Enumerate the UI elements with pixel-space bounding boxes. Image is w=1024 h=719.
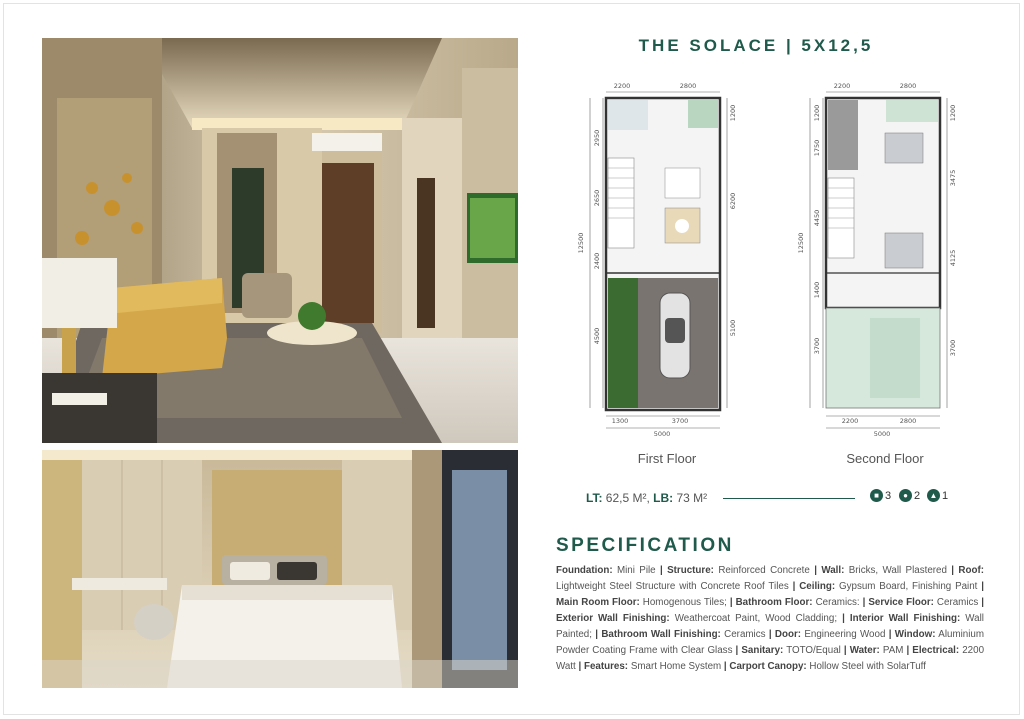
spec-key: Structure: [667,565,714,576]
dim-bottom-right: 2800 [899,417,917,425]
spec-separator: | [721,661,730,672]
dim-total: 5000 [873,430,891,438]
first-floor-caption: First Floor [637,451,697,466]
spec-separator: | [732,645,742,656]
carport-count [927,489,948,502]
spec-key: Service Floor: [868,597,934,608]
spec-key: Ceiling: [799,581,836,592]
spec-item [821,565,947,576]
spec-value: PAM [882,645,904,656]
spec-separator: | [837,613,850,624]
spec-item [741,645,840,656]
spec-key: Bathroom Floor: [735,597,813,608]
spec-key: Roof: [958,565,984,576]
spec-separator: | [885,629,895,640]
spec-key: Features: [583,661,629,672]
dim-left-total: 12500 [797,232,805,254]
spec-separator: | [840,645,850,656]
second-floor-caption: Second Floor [846,451,924,466]
spec-value: 2200 Watt [556,645,985,672]
spec-value: Aluminium Powder Coating Frame with Clear Glass [556,629,985,656]
spec-separator: | [903,645,913,656]
page-title: THE SOLACE | 5X12,5 [638,36,874,55]
spec-value: Engineering Wood [804,629,886,640]
spec-item [850,645,904,656]
spec-value: TOTO/Equal [786,645,841,656]
bathroom-count-value: 2 [914,489,921,502]
spec-item [799,581,977,592]
spec-key: Bathroom Wall Finishing: [601,629,721,640]
dim-left-2: 1750 [813,139,821,157]
dim-left-2: 2650 [593,189,601,207]
dim-top-left: 2200 [833,82,851,90]
dim-left-1: 2950 [593,129,601,147]
bedroom-count-value: 3 [885,489,892,502]
spec-value: Ceramics [936,597,979,608]
spec-item [868,597,978,608]
spec-item [736,597,860,608]
dim-total: 5000 [653,430,671,438]
spec-item [556,565,656,576]
dim-right-3: 5100 [729,319,737,337]
lt-label: LT: [586,491,603,505]
dim-top-right: 2800 [899,82,917,90]
bedroom-count [870,489,891,502]
dim-left-4: 4500 [593,327,601,345]
spec-key: Exterior Wall Finishing: [556,613,670,624]
dim-left-3: 4450 [813,209,821,227]
bedroom-photo [42,450,518,688]
spec-value: Ceramics: [815,597,860,608]
spec-item [601,629,765,640]
spec-value: Gypsum Board, Finishing Paint [838,581,978,592]
dim-left-3: 2400 [593,252,601,270]
spec-key: Water: [849,645,880,656]
dim-left-4: 1400 [813,281,821,299]
dim-bottom-right: 3700 [671,417,689,425]
spec-item [556,613,837,624]
spec-key: Sanitary: [741,645,784,656]
car-icon: ▲ [927,489,940,502]
bath-icon: ● [899,489,912,502]
spec-separator: | [946,565,959,576]
spec-key: Interior Wall Finishing: [849,613,961,624]
dim-right-2: 3475 [949,169,957,187]
dim-bottom-left: 2200 [841,417,859,425]
spec-key: Electrical: [912,645,960,656]
dim-bottom-left: 1300 [611,417,629,425]
dim-right-3: 4125 [949,249,957,267]
bed-icon: ■ [870,489,883,502]
second-floor-plan [790,78,960,443]
dim-right-1: 1200 [729,104,737,122]
spec-value: Mini Pile [616,565,656,576]
dim-right-4: 3700 [949,339,957,357]
spec-value: Weathercoat Paint, Wood Cladding; [674,613,838,624]
spec-separator: | [978,597,985,608]
spec-separator: | [977,581,985,592]
spec-value: Smart Home System [630,661,722,672]
lb-label: LB: [653,491,674,505]
spec-item [584,661,721,672]
dim-right-2: 6200 [729,192,737,210]
carport-count-value: 1 [942,489,949,502]
spec-value: Homogenous Tiles; [642,597,727,608]
spec-separator: | [575,661,584,672]
spec-separator: | [859,597,869,608]
spec-key: Carport Canopy: [729,661,807,672]
spec-value: Bricks, Wall Plastered [848,565,947,576]
spec-separator: | [809,565,822,576]
spec-separator: | [655,565,668,576]
bathroom-count [899,489,920,502]
living-room-photo [42,38,518,443]
spec-item [556,597,727,608]
area-summary [586,488,986,508]
spec-separator: | [765,629,775,640]
spec-item [729,661,926,672]
spec-value: Reinforced Concrete [718,565,810,576]
dim-left-5: 3700 [813,337,821,355]
spec-key: Door: [774,629,802,640]
spec-value: Ceramics [724,629,766,640]
spec-value: Wall Painted; [556,613,984,640]
spec-separator: | [788,581,800,592]
spec-key: Main Room Floor: [556,597,640,608]
spec-item [775,629,885,640]
spec-item [667,565,810,576]
spec-value: Hollow Steel with SolarTuff [809,661,926,672]
area-divider [723,498,855,499]
first-floor-plan [570,78,740,443]
specification-heading: SPECIFICATION [556,535,734,556]
dim-left-total: 12500 [577,232,585,254]
lt-value: 62,5 M², [605,491,650,505]
dim-left-1: 1200 [813,104,821,122]
dim-top-right: 2800 [679,82,697,90]
specification-body [556,563,984,675]
spec-value: Lightweight Steel Structure with Concrete Roof Tiles [556,581,789,592]
spec-key: Wall: [821,565,845,576]
lb-value: 73 M² [676,491,708,505]
spec-key: Foundation: [556,565,613,576]
spec-separator: | [726,597,736,608]
dim-right-1: 1200 [949,104,957,122]
spec-key: Window: [894,629,936,640]
dim-top-left: 2200 [613,82,631,90]
area-text [586,491,707,505]
spec-separator: | [591,629,602,640]
